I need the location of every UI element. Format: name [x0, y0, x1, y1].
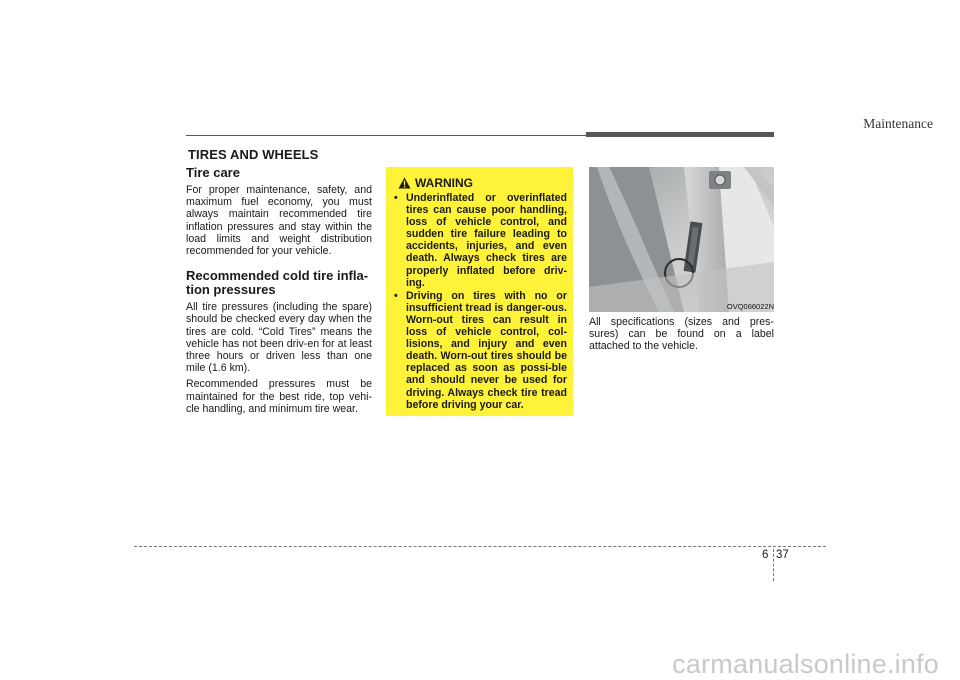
specifications-paragraph: All specifications (sizes and pres-sures) can be found on a label attached to the vehicle.: [589, 316, 774, 353]
header-rule-accent: [586, 132, 774, 137]
warning-item-text: Driving on tires with no or insufficient tread is danger-ous. Worn-out tires can result in loss of vehicle control, col-lisions, and injury and even death. Worn-out tires should be replaced as soon as possi-ble and should never be used for driving. Always check tire tread before driving your car.: [406, 289, 567, 411]
recommended-pressure-paragraph: Recommended pressures must be maintained for the best ride, top vehi-cle handling, and minimum tire wear.: [186, 378, 372, 415]
page-divider: [773, 549, 774, 581]
chapter-number: 6: [762, 549, 769, 561]
warning-header: [398, 176, 567, 190]
bullet: •: [394, 289, 398, 302]
left-column: [186, 166, 372, 419]
header-rule: [186, 135, 586, 136]
section-heading: TIRES AND WHEELS: [188, 147, 319, 162]
warning-item: [394, 192, 567, 289]
footer-rule: [134, 546, 826, 547]
warning-item-text: Underinflated or overinflated tires can cause poor handling, loss of vehicle control, and sudden tire failure leading to accidents, injuries, and even death. Always check tires are properly inflated before driv-ing.: [406, 192, 567, 289]
warning-list: [394, 192, 567, 411]
cold-pressure-paragraph: All tire pressures (including the spare) should be checked every day when the tires are cold. “Cold Tires” means the vehicle has not been driv-en for at least three hours or driven less than one mile (1.6 km).: [186, 301, 372, 375]
right-column: [589, 316, 774, 357]
cold-pressure-heading: [186, 269, 372, 297]
figure-caption: OVQ066022N: [726, 302, 774, 311]
cold-pressure-heading-line1: Recommended cold tire infla-: [186, 268, 369, 284]
tire-care-paragraph: For proper maintenance, safety, and maximum fuel economy, you must always maintain recommended tire inflation pressures and stay within the load limits and weight distribution recommended for your vehicle.: [186, 184, 372, 258]
warning-title: WARNING: [415, 176, 473, 190]
section-title: Maintenance: [863, 116, 933, 131]
warning-item: [394, 290, 567, 411]
watermark: carmanualsonline.info: [672, 649, 939, 679]
door-jamb-photo: [589, 167, 774, 312]
warning-box: [386, 167, 573, 416]
cold-pressure-heading-line2: tion pressures: [186, 282, 276, 298]
door-jamb-illustration: [589, 167, 774, 312]
page-number: 37: [776, 549, 789, 561]
bullet: •: [394, 192, 398, 204]
tire-care-heading: Tire care: [186, 165, 240, 180]
warning-triangle-icon: [398, 177, 411, 189]
